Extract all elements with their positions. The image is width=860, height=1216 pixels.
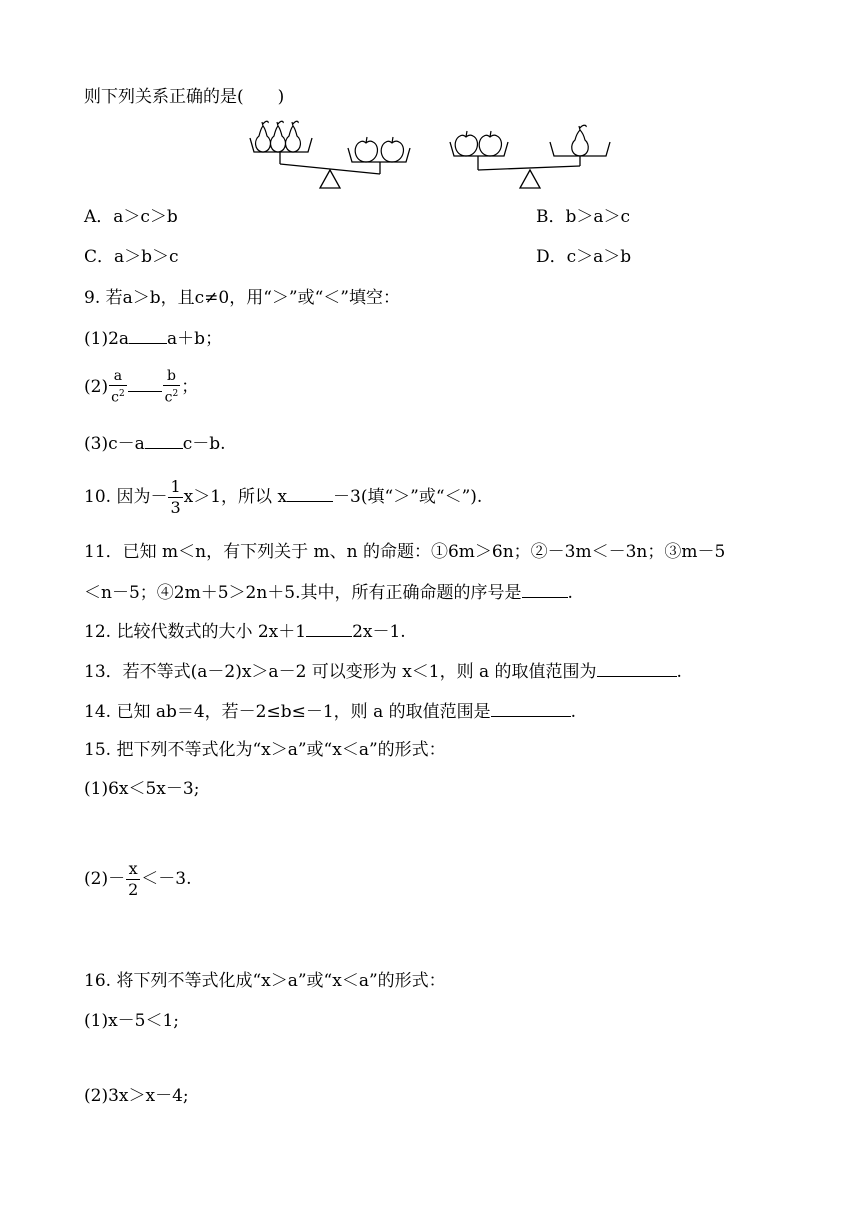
q10-prefix: 10. 因为－ — [84, 487, 168, 507]
option-d: D．c＞a＞b — [536, 247, 632, 267]
fraction-x-over-2 — [126, 859, 140, 900]
answer-blank[interactable] — [306, 620, 352, 637]
part-2-end: ； — [181, 377, 199, 397]
question-9-stem: 9. 若a＞b，且c≠0，用“＞”或“＜”填空： — [84, 288, 400, 308]
option-a: A．a＞c＞b — [84, 207, 178, 227]
fraction-numerator: 1 — [170, 477, 181, 496]
question-9-part-1 — [84, 327, 222, 350]
answer-blank[interactable] — [491, 700, 571, 717]
part-3-right: c－b. — [182, 434, 226, 454]
answer-blank[interactable] — [128, 379, 162, 392]
question-16-part-2: (2)3x＞x－4; — [84, 1086, 189, 1106]
question-9-part-2 — [84, 362, 198, 412]
fraction-b-over-c-squared — [163, 368, 181, 407]
part-2-label: (2) — [84, 377, 109, 397]
question-8-stem: 则下列关系正确的是( ) — [84, 87, 285, 107]
q10-suffix: －3(填“＞”或“＜”). — [333, 487, 483, 507]
fraction-denominator: 3 — [170, 498, 181, 517]
fraction-denominator: $c^2$ — [164, 389, 179, 406]
part-1-right: a＋b； — [167, 329, 223, 349]
question-9-part-3 — [84, 432, 226, 455]
fraction-a-over-c-squared — [109, 368, 127, 407]
part-1-left: (1)2a — [84, 329, 130, 349]
answer-blank[interactable] — [522, 581, 568, 598]
answer-blank[interactable] — [287, 485, 333, 502]
question-11-line-2: ＜n－5；④2m＋5＞2n＋5.其中，所有正确命题的序号是 . — [84, 583, 573, 603]
question-16-part-1: (1)x－5＜1; — [84, 1011, 180, 1031]
q10-mid: x＞1，所以 x — [183, 487, 288, 507]
question-16-stem: 16. 将下列不等式化成“x＞a”或“x＜a”的形式： — [84, 971, 446, 991]
fraction-denominator: 2 — [128, 880, 139, 899]
question-13: 13．若不等式(a－2)x＞a－2 可以变形为 x＜1，则 a 的取值范围为 . — [84, 662, 682, 682]
balance-scale-figure-right — [446, 120, 618, 196]
fraction-numerator: a — [109, 368, 127, 386]
question-15-part-2: (2)－ $\frac{x}{2}$ ＜－3. — [84, 859, 192, 899]
question-12: 12. 比较代数式的大小 2x＋1 2x－1. — [84, 622, 406, 642]
option-b: B．b＞a＞c — [536, 207, 631, 227]
answer-blank[interactable] — [597, 660, 677, 677]
balance-scale-figure-left — [244, 114, 414, 196]
fraction-numerator: b — [163, 368, 181, 386]
answer-blank[interactable] — [129, 327, 167, 344]
question-10 — [84, 470, 482, 524]
question-14: 14. 已知 ab＝4，若－2≤b≤－1，则 a 的取值范围是 . — [84, 702, 577, 722]
option-c: C．a＞b＞c — [84, 247, 179, 267]
answer-blank[interactable] — [145, 432, 183, 449]
fraction-one-third — [168, 477, 182, 518]
question-11-line-1: 11．已知 m＜n，有下列关于 m、n 的命题：①6m＞6n；②－3m＜－3n；③m－5 — [84, 542, 726, 562]
question-15-part-1: (1)6x＜5x－3; — [84, 779, 200, 799]
question-15-stem: 15. 把下列不等式化为“x＞a”或“x＜a”的形式： — [84, 740, 446, 760]
fraction-numerator: x — [126, 859, 140, 880]
fraction-denominator: $c^2$ — [111, 389, 125, 406]
part-3-left: (3)c－a — [84, 434, 145, 454]
